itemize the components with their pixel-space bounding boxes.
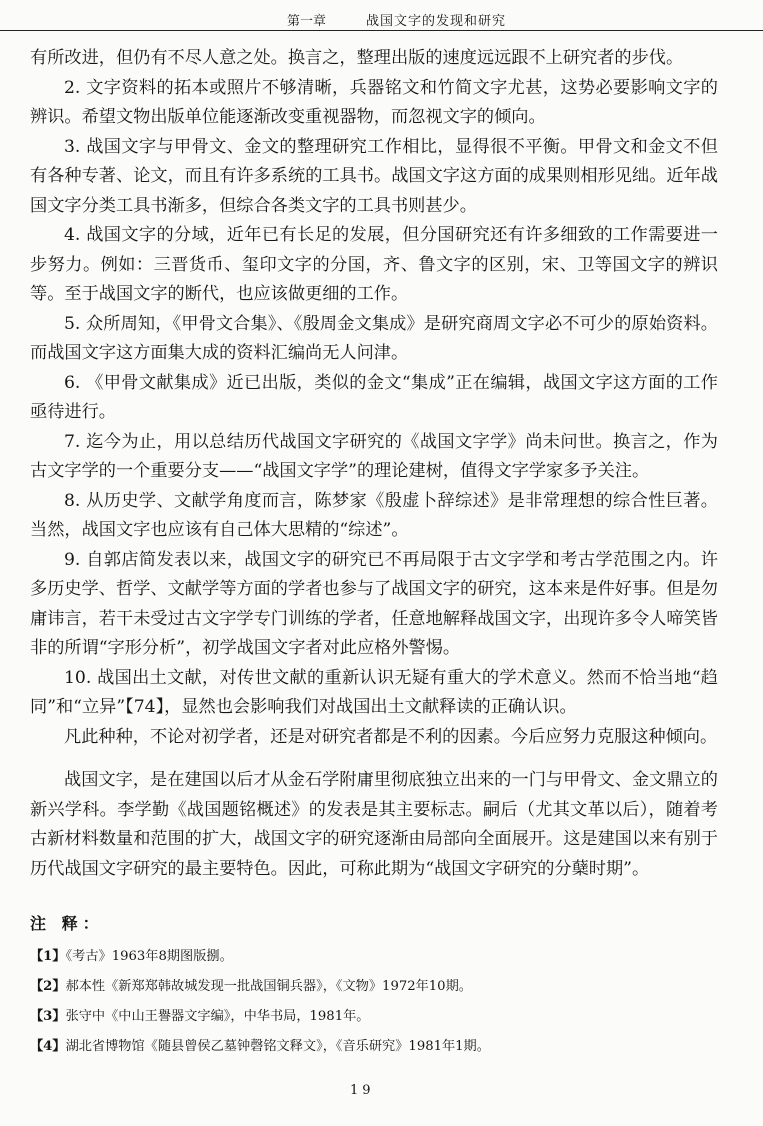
chapter-label: 第一章 [287, 14, 327, 29]
note-number: 【3】 [30, 1009, 66, 1024]
paragraph-item-9: 9. 自郭店简发表以来，战国文字的研究已不再局限于古文字学和考古学范围之内。许多历史学、哲学、文献学等方面的学者也参与了战国文字的研究，这本来是件好事。但是勿庸讳言，若干未受过古文字学专门训练的学者，任意地解释战国文字，出现许多令人啼笑皆非的所谓“字形分析”，初学战国文字者对此应格外警惕。 [30, 549, 718, 658]
paragraph-item-3: 3. 战国文字与甲骨文、金文的整理研究工作相比，显得很不平衡。甲骨文和金文不但有各种专著、论文，而且有许多系统的工具书。战国文字这方面的成果则相形见绌。近年战国文字分类工具书渐多，但综合各类文字的工具书则甚少。 [30, 136, 718, 216]
page-number: 19 [350, 1083, 375, 1098]
note-text: 《考古》1963年8期图版捌。 [65, 949, 233, 964]
page-body [30, 44, 718, 1062]
note-item [30, 972, 718, 1002]
note-text: 湖北省博物馆《随县曾侯乙墓钟磬铭文释文》，《音乐研究》1981年1期。 [65, 1039, 490, 1054]
note-number: 【1】 [30, 949, 66, 964]
note-text: 郝本性《新郑郑韩故城发现一批战国铜兵器》，《文物》1972年10期。 [65, 979, 472, 994]
paragraph-gap [30, 752, 718, 766]
paragraph-item-10: 10. 战国出土文献，对传世文献的重新认识无疑有重大的学术意义。然而不恰当地“趋同”和“立异”【74】，显然也会影响我们对战国出土文献释读的正确认识。 [30, 667, 718, 717]
note-number: 【4】 [30, 1039, 66, 1054]
paragraph-item-5: 5. 众所周知，《甲骨文合集》、《殷周金文集成》是研究商周文字必不可少的原始资料。而战国文字这方面集大成的资料汇编尚无人问津。 [30, 313, 718, 363]
paragraph-summary: 凡此种种，不论对初学者，还是对研究者都是不利的因素。今后应努力克服这种倾向。 [64, 726, 718, 747]
paragraph-item-6: 6. 《甲骨文献集成》近已出版，类似的金文“集成”正在编辑，战国文字这方面的工作亟待进行。 [30, 372, 718, 422]
running-header [0, 4, 763, 31]
paragraph-item-8: 8. 从历史学、文献学角度而言，陈梦家《殷虚卜辞综述》是非常理想的综合性巨著。当然，战国文字也应该有自己体大思精的“综述”。 [30, 490, 718, 540]
note-item [30, 1002, 718, 1032]
note-number: 【2】 [30, 979, 66, 994]
chapter-title: 战国文字的发现和研究 [366, 14, 507, 29]
notes-list [30, 942, 718, 1062]
notes-heading: 注 释： [30, 914, 104, 933]
paragraph-item-4: 4. 战国文字的分域，近年已有长足的发展，但分国研究还有许多细致的工作需要进一步努力。例如：三晋货币、玺印文字的分国，齐、鲁文字的区别，宋、卫等国文字的辨识等。至于战国文字的断代，也应该做更细的工作。 [30, 225, 718, 304]
paragraph-item-7: 7. 迄今为止，用以总结历代战国文字研究的《战国文字学》尚未问世。换言之，作为古文字学的一个重要分支——“战国文字学”的理论建树，值得文字学家多予关注。 [30, 431, 718, 481]
paragraph-conclusion: 战国文字，是在建国以后才从金石学附庸里彻底独立出来的一门与甲骨文、金文鼎立的新兴学科。李学勤《战国题铭概述》的发表是其主要标志。嗣后（尤其文革以后），随着考古新材料数量和范围的扩大，战国文字的研究逐渐由局部向全面展开。这是建国以来有别于历代战国文字研究的最主要特色。因此，可称此期为“战国文字研究的分蘖时期”。 [30, 770, 718, 879]
note-item [30, 1032, 718, 1062]
paragraph-item-2: 2. 文字资料的拓本或照片不够清晰，兵器铭文和竹简文字尤甚，这势必要影响文字的辨识。希望文物出版单位能逐渐改变重视器物，而忽视文字的倾向。 [30, 77, 718, 127]
paragraph-continued: 有所改进，但仍有不尽人意之处。换言之，整理出版的速度远远跟不上研究者的步伐。 [30, 48, 684, 68]
note-text: 张守中《中山王譽器文字编》，中华书局，1981年。 [65, 1009, 370, 1024]
note-item [30, 942, 718, 972]
